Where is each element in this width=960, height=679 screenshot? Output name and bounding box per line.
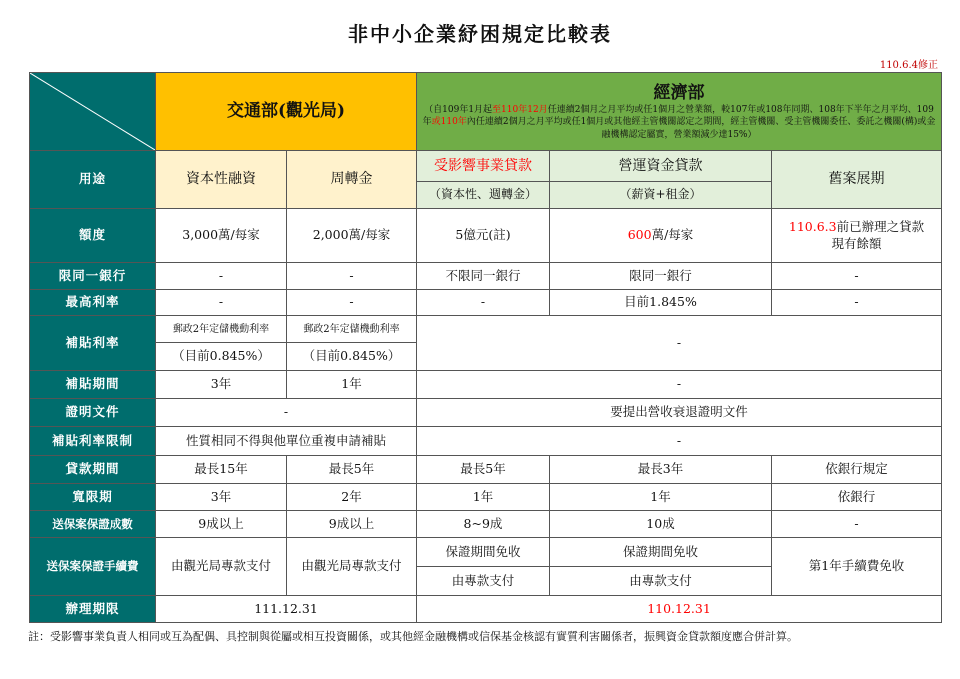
row-label-subsidy-rate: 補貼利率 xyxy=(30,316,156,371)
col-operating-loan: 營運資金貸款 xyxy=(550,151,772,182)
corner-cell xyxy=(30,73,156,151)
amount-extension: 110.6.3前已辦理之貸款 現有餘額 xyxy=(772,209,942,263)
moea-eligibility-note: （自109年1月起至110年12月任連續2個月之月平均或任1個月之營業額，較107年或108年同期、108年下半年之月平均、109年或110年內任連續2個月之月平均或任1個月或其他經主管機關認定之期間，經主管機關、受主管機關委任、委託之機關(構)或金融機構認定屬實，營業額減少達15%） xyxy=(422,105,936,140)
guarantee-fee-affected-1: 保證期間免收 xyxy=(417,538,550,567)
guarantee-pct-extension: - xyxy=(772,511,942,538)
grace-capital: 3年 xyxy=(156,484,287,511)
rate-limit-row xyxy=(30,427,942,456)
bank-capital: - xyxy=(156,263,287,290)
col-affected-loan-sub: （資本性、週轉金） xyxy=(417,182,550,209)
row-label-guarantee-pct: 送保案保證成數 xyxy=(30,511,156,538)
subsidy-rate-revolving-1: 郵政2年定儲機動利率 xyxy=(287,316,417,343)
col-affected-loan: 受影響事業貸款 xyxy=(417,151,550,182)
deadline-moc: 111.12.31 xyxy=(156,596,417,623)
col-capital: 資本性融資 xyxy=(156,151,287,209)
max-rate-revolving: - xyxy=(287,290,417,316)
amount-operating: 600萬/每家 xyxy=(550,209,772,263)
loan-period-row xyxy=(30,456,942,484)
subsidy-rate-capital-1: 郵政2年定儲機動利率 xyxy=(156,316,287,343)
usage-row xyxy=(30,151,942,182)
bank-operating: 限同一銀行 xyxy=(550,263,772,290)
rate-limit-moea: - xyxy=(417,427,942,456)
guarantee-pct-revolving: 9成以上 xyxy=(287,511,417,538)
guarantee-pct-operating: 10成 xyxy=(550,511,772,538)
grace-operating: 1年 xyxy=(550,484,772,511)
guarantee-fee-operating-2: 由專款支付 xyxy=(550,567,772,596)
col-revolving: 周轉金 xyxy=(287,151,417,209)
bank-extension: - xyxy=(772,263,942,290)
loan-period-affected: 最長5年 xyxy=(417,456,550,484)
moea-title: 經濟部 xyxy=(653,83,705,104)
row-label-loan-period: 貸款期間 xyxy=(30,456,156,484)
deadline-moea: 110.12.31 xyxy=(417,596,942,623)
guarantee-fee-operating-1: 保證期間免收 xyxy=(550,538,772,567)
guarantee-fee-affected-2: 由專款支付 xyxy=(417,567,550,596)
deadline-row xyxy=(30,596,942,623)
subsidy-period-revolving: 1年 xyxy=(287,371,417,399)
subsidy-period-moea: - xyxy=(417,371,942,399)
col-operating-loan-sub: （薪資+租金） xyxy=(550,182,772,209)
grace-extension: 依銀行 xyxy=(772,484,942,511)
bank-revolving: - xyxy=(287,263,417,290)
max-rate-row xyxy=(30,290,942,316)
comparison-table xyxy=(29,72,942,623)
amount-row xyxy=(30,209,942,263)
guarantee-fee-revolving: 由觀光局專款支付 xyxy=(287,538,417,596)
bank-affected: 不限同一銀行 xyxy=(417,263,550,290)
amount-revolving: 2,000萬/每家 xyxy=(287,209,417,263)
max-rate-operating: 目前1.845% xyxy=(550,290,772,316)
documents-moc: - xyxy=(156,399,417,427)
row-label-documents: 證明文件 xyxy=(30,399,156,427)
max-rate-extension: - xyxy=(772,290,942,316)
documents-row xyxy=(30,399,942,427)
guarantee-pct-row xyxy=(30,511,942,538)
amount-affected: 5億元(註) xyxy=(417,209,550,263)
footnote: 註：受影響事業負責人相同或互為配偶、具控制與從屬或相互投資關係，或其他經金融機構或信保基金核認有實質利害關係者，振興資金貸款額度應合併計算。 xyxy=(28,630,798,643)
loan-period-capital: 最長15年 xyxy=(156,456,287,484)
subsidy-rate-capital-2: （目前0.845%） xyxy=(156,343,287,371)
loan-period-extension: 依銀行規定 xyxy=(772,456,942,484)
guarantee-fee-extension: 第1年手續費免收 xyxy=(772,538,942,596)
moc-header: 交通部(觀光局) xyxy=(156,73,417,151)
row-label-max-rate: 最高利率 xyxy=(30,290,156,316)
moea-header xyxy=(417,73,942,151)
row-label-guarantee-fee: 送保案保證手續費 xyxy=(30,538,156,596)
row-label-bank: 限同一銀行 xyxy=(30,263,156,290)
guarantee-pct-capital: 9成以上 xyxy=(156,511,287,538)
header-row xyxy=(30,73,942,151)
amount-capital: 3,000萬/每家 xyxy=(156,209,287,263)
rate-limit-moc: 性質相同不得與他單位重複申請補貼 xyxy=(156,427,417,456)
max-rate-affected: - xyxy=(417,290,550,316)
row-label-usage: 用途 xyxy=(30,151,156,209)
grace-row xyxy=(30,484,942,511)
guarantee-fee-row xyxy=(30,538,942,567)
documents-moea: 要提出營收衰退證明文件 xyxy=(417,399,942,427)
subsidy-rate-row xyxy=(30,316,942,343)
row-label-amount: 額度 xyxy=(30,209,156,263)
max-rate-capital: - xyxy=(156,290,287,316)
row-label-subsidy-period: 補貼期間 xyxy=(30,371,156,399)
row-label-rate-limit: 補貼利率限制 xyxy=(30,427,156,456)
loan-period-revolving: 最長5年 xyxy=(287,456,417,484)
guarantee-pct-affected: 8~9成 xyxy=(417,511,550,538)
diagonal-line-icon xyxy=(30,73,155,150)
bank-row xyxy=(30,263,942,290)
row-label-grace: 寬限期 xyxy=(30,484,156,511)
grace-revolving: 2年 xyxy=(287,484,417,511)
guarantee-fee-capital: 由觀光局專款支付 xyxy=(156,538,287,596)
grace-affected: 1年 xyxy=(417,484,550,511)
revision-note: 110.6.4修正 xyxy=(879,60,938,71)
subsidy-rate-moea: - xyxy=(417,316,942,371)
subsidy-period-row xyxy=(30,371,942,399)
row-label-deadline: 辦理期限 xyxy=(30,596,156,623)
col-old-extension: 舊案展期 xyxy=(772,151,942,209)
page-title: 非中小企業紓困規定比較表 xyxy=(348,22,612,46)
loan-period-operating: 最長3年 xyxy=(550,456,772,484)
subsidy-rate-revolving-2: （目前0.845%） xyxy=(287,343,417,371)
subsidy-period-capital: 3年 xyxy=(156,371,287,399)
